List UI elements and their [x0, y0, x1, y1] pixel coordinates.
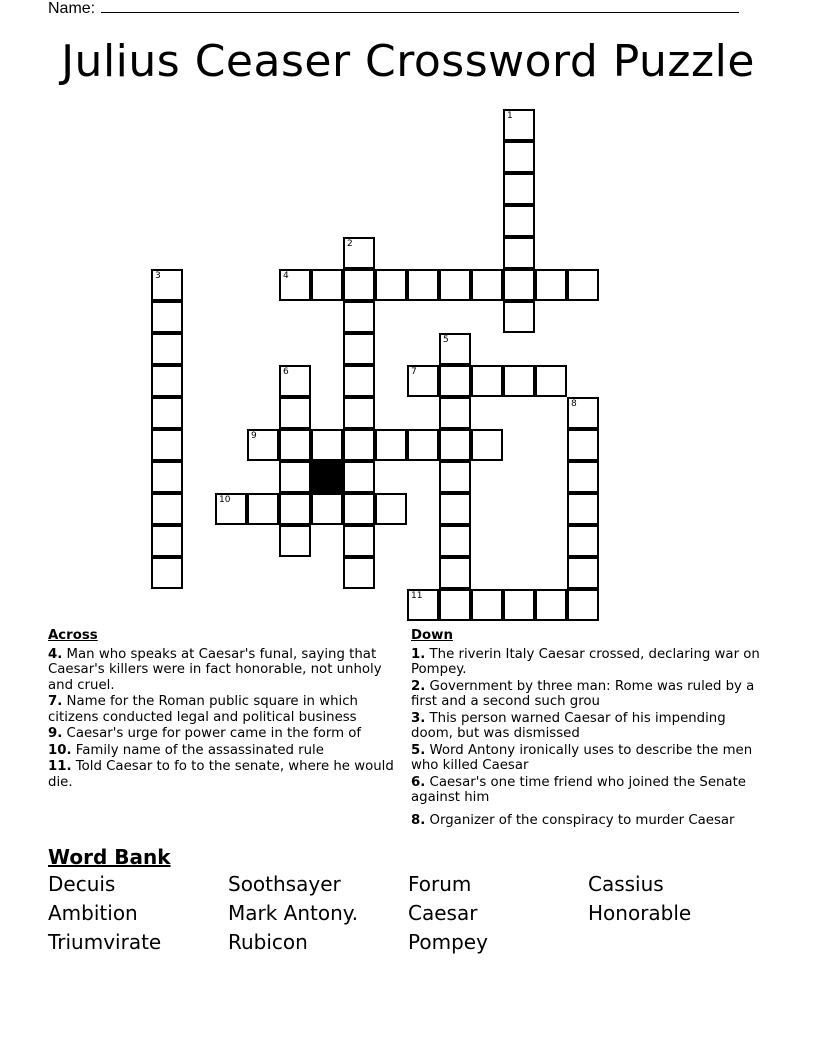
grid-cell[interactable]	[151, 333, 183, 365]
word-bank-item: Caesar	[408, 901, 478, 925]
grid-cell[interactable]	[471, 429, 503, 461]
grid-cell[interactable]	[567, 589, 599, 621]
down-clue	[411, 647, 763, 678]
grid-cell[interactable]	[503, 173, 535, 205]
grid-cell[interactable]	[503, 237, 535, 269]
down-clue-list	[411, 647, 763, 829]
grid-cell[interactable]	[151, 557, 183, 589]
grid-cell[interactable]	[567, 429, 599, 461]
grid-cell[interactable]	[407, 365, 439, 397]
grid-cell[interactable]	[343, 557, 375, 589]
word-bank-item: Forum	[408, 872, 472, 896]
grid-cell[interactable]	[471, 269, 503, 301]
grid-cell[interactable]	[151, 429, 183, 461]
grid-cell[interactable]	[407, 589, 439, 621]
across-heading: Across	[48, 628, 98, 643]
name-label: Name:	[48, 0, 96, 17]
clue-number-label: 5.	[411, 742, 426, 758]
clue-number-label: 10.	[48, 742, 72, 758]
grid-cell[interactable]	[343, 269, 375, 301]
clue-number: 5	[443, 335, 449, 345]
grid-cell[interactable]	[247, 493, 279, 525]
word-bank-item: Pompey	[408, 930, 488, 954]
grid-cell[interactable]	[151, 397, 183, 429]
grid-cell[interactable]	[503, 365, 535, 397]
word-bank-item: Cassius	[588, 872, 664, 896]
down-clue	[411, 711, 763, 742]
across-clue	[48, 726, 400, 742]
down-clue	[411, 743, 763, 774]
clue-number-label: 11.	[48, 759, 72, 774]
grid-cell[interactable]	[503, 205, 535, 237]
word-bank-heading: Word Bank	[48, 845, 171, 869]
clue-number-label: 4.	[48, 646, 63, 662]
grid-cell[interactable]	[151, 525, 183, 557]
grid-cell[interactable]	[439, 557, 471, 589]
clue-number: 11	[411, 591, 423, 601]
grid-cell[interactable]	[343, 333, 375, 365]
grid-cell[interactable]	[535, 589, 567, 621]
grid-cell[interactable]	[375, 269, 407, 301]
grid-cell[interactable]	[279, 269, 311, 301]
word-bank-item: Ambition	[48, 901, 138, 925]
word-bank	[48, 872, 768, 954]
clue-text: Caesar's urge for power came in the form of	[62, 726, 362, 741]
grid-cell[interactable]	[343, 429, 375, 461]
grid-cell[interactable]	[279, 365, 311, 397]
grid-cell[interactable]	[375, 429, 407, 461]
grid-cell[interactable]	[503, 269, 535, 301]
grid-cell[interactable]	[567, 525, 599, 557]
grid-cell[interactable]	[439, 461, 471, 493]
grid-cell[interactable]	[439, 333, 471, 365]
down-clue	[411, 813, 763, 829]
page-title: Julius Ceaser Crossword Puzzle	[61, 36, 755, 87]
grid-cell[interactable]	[279, 397, 311, 429]
grid-cell[interactable]	[279, 429, 311, 461]
clue-text: Organizer of the conspiracy to murder Caesar	[425, 812, 735, 828]
clue-number: 3	[155, 271, 161, 281]
grid-cell[interactable]	[343, 525, 375, 557]
grid-cell[interactable]	[471, 365, 503, 397]
word-bank-item: Soothsayer	[228, 872, 341, 896]
clue-number: 6	[283, 367, 289, 377]
clue-number: 4	[283, 271, 289, 281]
grid-cell[interactable]	[503, 109, 535, 141]
grid-cell[interactable]	[151, 461, 183, 493]
word-bank-item: Decuis	[48, 872, 116, 896]
clue-number-label: 8.	[411, 812, 426, 828]
grid-cell[interactable]	[151, 493, 183, 525]
grid-cell[interactable]	[567, 493, 599, 525]
across-clues	[48, 628, 400, 791]
grid-cell[interactable]	[279, 461, 311, 493]
clue-number: 10	[219, 495, 231, 505]
clue-number: 1	[507, 111, 513, 121]
grid-cell[interactable]	[439, 429, 471, 461]
clue-text: Man who speaks at Caesar's funal, saying that Caesar's killers were in fact honorable, not unholy and cruel.	[48, 646, 382, 693]
grid-cell[interactable]	[567, 461, 599, 493]
clue-number-label: 7.	[48, 694, 63, 709]
grid-cell[interactable]	[343, 493, 375, 525]
grid-cell[interactable]	[439, 269, 471, 301]
grid-cell[interactable]	[439, 365, 471, 397]
grid-cell[interactable]	[279, 493, 311, 525]
clue-text: Government by three man: Rome was ruled by a first and a second such grou	[411, 678, 755, 709]
clue-number: 2	[347, 239, 353, 249]
grid-cell[interactable]	[279, 525, 311, 557]
grid-cell[interactable]	[247, 429, 279, 461]
down-clue	[411, 775, 763, 806]
grid-cell[interactable]	[407, 429, 439, 461]
down-clues	[411, 628, 763, 829]
clue-number-label: 2.	[411, 678, 426, 694]
grid-cell[interactable]	[343, 301, 375, 333]
grid-cell[interactable]	[375, 493, 407, 525]
down-clue	[411, 679, 763, 710]
clue-number-label: 1.	[411, 646, 426, 662]
grid-cell[interactable]	[407, 269, 439, 301]
grid-cell[interactable]	[343, 397, 375, 429]
clue-number-label: 9.	[48, 726, 63, 741]
grid-cell[interactable]	[311, 269, 343, 301]
grid-cell[interactable]	[503, 301, 535, 333]
clue-text: Name for the Roman public square in which citizens conducted legal and political business	[48, 694, 358, 725]
clue-number: 9	[251, 431, 257, 441]
clue-text: Caesar's one time friend who joined the Senate against him	[411, 774, 746, 805]
word-bank-item: Rubicon	[228, 930, 308, 954]
grid-cell[interactable]	[151, 365, 183, 397]
grid-cell[interactable]	[439, 589, 471, 621]
word-bank-item: Mark Antony.	[228, 901, 359, 925]
grid-cell[interactable]	[535, 365, 567, 397]
clue-text: The riverin Italy Caesar crossed, declaring war on Pompey.	[411, 646, 760, 677]
grid-cell[interactable]	[439, 397, 471, 429]
grid-cell[interactable]	[567, 397, 599, 429]
clue-text: This person warned Caesar of his impending doom, but was dismissed	[411, 710, 726, 741]
grid-cell[interactable]	[503, 589, 535, 621]
grid-cell[interactable]	[439, 525, 471, 557]
grid-cell[interactable]	[311, 493, 343, 525]
across-clue-list	[48, 647, 400, 791]
grid-cell[interactable]	[567, 269, 599, 301]
across-clue	[48, 694, 400, 725]
grid-cell[interactable]	[215, 493, 247, 525]
grid-cell[interactable]	[343, 237, 375, 269]
grid-block-cell	[311, 461, 343, 493]
grid-cell[interactable]	[567, 557, 599, 589]
clue-number-label: 3.	[411, 710, 426, 726]
clue-text: Family name of the assassinated rule	[71, 742, 324, 758]
word-bank-item: Honorable	[588, 901, 692, 925]
grid-cell[interactable]	[471, 589, 503, 621]
clue-text: Word Antony ironically uses to describe the men who killed Caesar	[411, 742, 753, 773]
clue-number: 7	[411, 367, 417, 377]
grid-cell[interactable]	[151, 301, 183, 333]
grid-cell[interactable]	[311, 429, 343, 461]
clue-text: Told Caesar to fo to the senate, where he would die.	[48, 759, 394, 790]
across-clue	[48, 759, 400, 790]
grid-cell[interactable]	[343, 461, 375, 493]
grid-cell[interactable]	[439, 493, 471, 525]
grid-cell[interactable]	[151, 269, 183, 301]
clue-number-label: 6.	[411, 774, 426, 790]
across-clue	[48, 647, 400, 694]
down-heading: Down	[411, 628, 453, 643]
grid-cell[interactable]	[503, 141, 535, 173]
clue-number: 8	[571, 399, 577, 409]
word-bank-item: Triumvirate	[48, 930, 162, 954]
grid-cell[interactable]	[343, 365, 375, 397]
grid-cell[interactable]	[535, 269, 567, 301]
across-clue	[48, 743, 400, 759]
